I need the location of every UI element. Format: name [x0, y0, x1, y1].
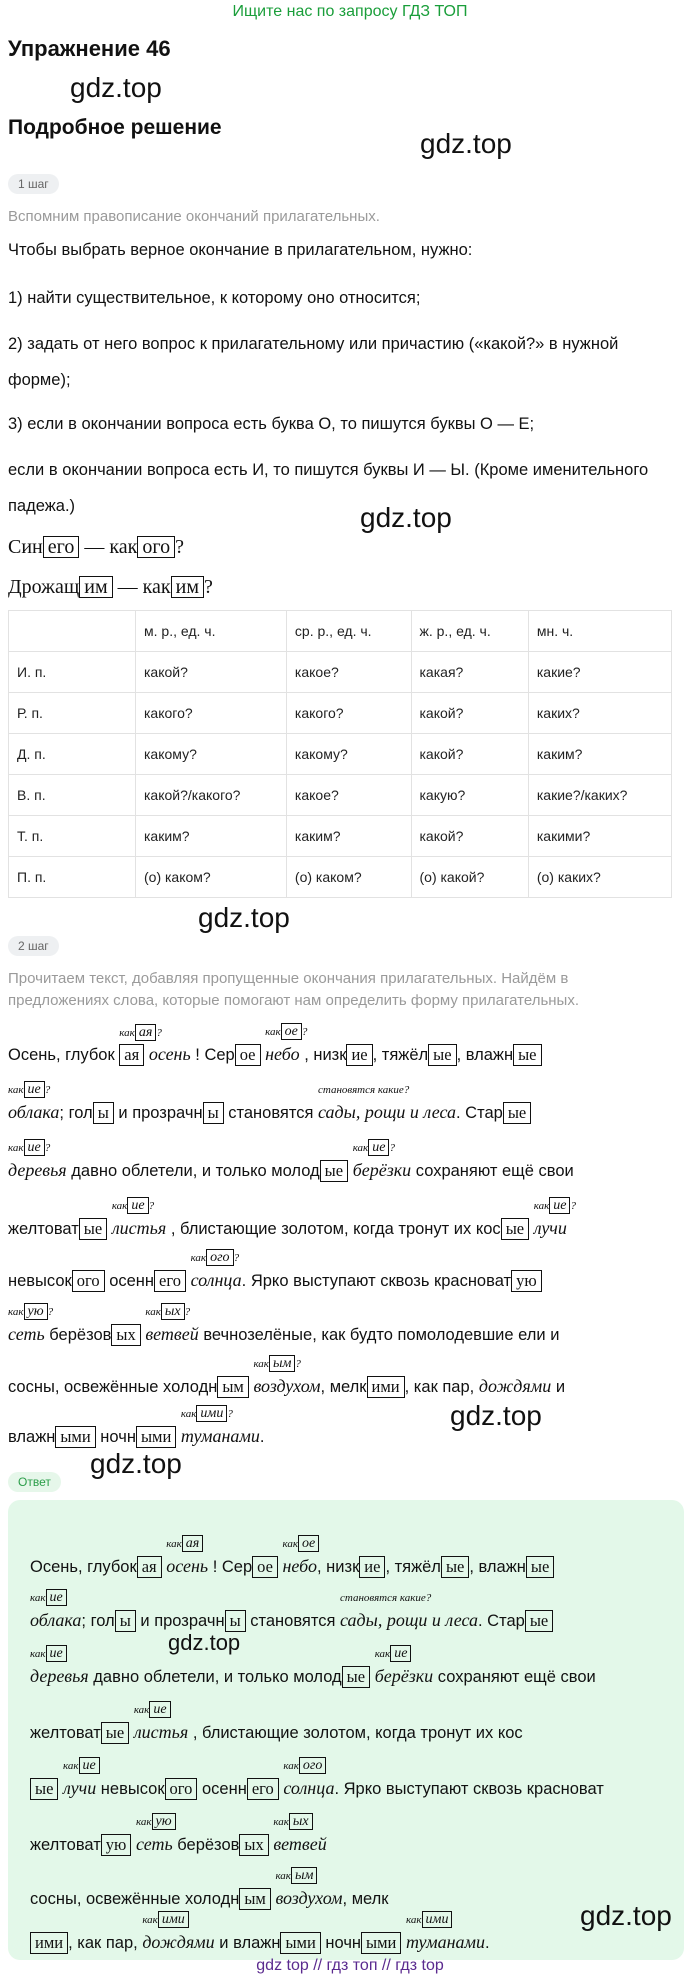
table-cell: каким?: [136, 816, 287, 857]
answer-badge: Ответ: [8, 1472, 61, 1492]
solution-heading: Подробное решение: [8, 116, 222, 139]
table-cell: какими?: [528, 816, 671, 857]
worked-line-7: сосны, освежённые холодн ым как ым ? воздухом, мелк ими , как пар, дождями и: [8, 1356, 566, 1396]
step-2-badge: 2 шаг: [8, 936, 59, 956]
answer-line-2: как ие облака; гол ы и прозрачн ы становятся становятся какие? сады, рощи и леса. Стар ые: [30, 1608, 670, 1633]
table-cell: И. п.: [9, 652, 136, 693]
worked-line-1: Осень, глубок как ая ? ая осень ! Сер ое как ое ? небо , низк ие , тяжёл ые , влажн ые: [8, 1042, 688, 1067]
table-cell: какой?: [411, 816, 528, 857]
table-cell: какие?: [528, 652, 671, 693]
table-cell: какое?: [286, 775, 411, 816]
step-1-badge: 1 шаг: [8, 174, 59, 194]
step-1-note: Вспомним правописание окончаний прилагательных.: [8, 208, 380, 225]
table-cell: Р. п.: [9, 693, 136, 734]
watermark: gdz.top: [70, 72, 162, 103]
table-cell: какие?/каких?: [528, 775, 671, 816]
table-cell: м. р., ед. ч.: [136, 611, 287, 652]
table-cell: П. п.: [9, 857, 136, 898]
table-cell: какому?: [286, 734, 411, 775]
table-cell: (о) каком?: [136, 857, 287, 898]
table-cell: [9, 611, 136, 652]
rule-line-5: если в окончании вопроса есть И, то пишутся буквы И — Ы. (Кроме именительного падежа.): [8, 461, 649, 515]
rule-line-3: 2) задать от него вопрос к прилагательному или причастию («какой?» в нужной форме);: [8, 335, 619, 389]
declension-table: [8, 610, 672, 898]
table-cell: (о) каких?: [528, 857, 671, 898]
watermark: gdz.top: [198, 902, 290, 933]
table-row: [9, 816, 672, 857]
table-cell: какой?: [411, 693, 528, 734]
table-cell: ж. р., ед. ч.: [411, 611, 528, 652]
worked-line-2: как ие ? облака; гол ы и прозрачн ы становятся становятся какие? сады, рощи и леса. Стар ые: [8, 1100, 688, 1125]
answer-line-6: желтоват ую как ую сеть берёзов ых как ых ветвей: [30, 1814, 327, 1854]
watermark: gdz.top: [580, 1900, 672, 1931]
table-cell: какого?: [286, 693, 411, 734]
step-2-note: Прочитаем текст, добавляя пропущенные окончания прилагательных. Найдём в предложениях слова, которые помогают нам определить форму прилагательных.: [8, 970, 579, 1009]
table-cell: Т. п.: [9, 816, 136, 857]
table-header-row: [9, 611, 672, 652]
example-drozhashchim: Дрожащ им — как им ?: [8, 576, 213, 598]
table-cell: какую?: [411, 775, 528, 816]
worked-line-5: невысок ого осенн его как ого ? солнца. Ярко выступают сквозь красноват ую: [8, 1268, 688, 1293]
watermark: gdz.top: [420, 128, 512, 159]
worked-line-3: как ие ? деревья давно облетели, и только молод ые как ие ? берёзки сохраняют ещё свои: [8, 1140, 574, 1180]
watermark: gdz.top: [168, 1630, 241, 1655]
answer-line-8: ими , как пар, как ими дождями и влажн ыми ночн ыми как ими туманами.: [30, 1930, 670, 1955]
watermark: gdz.top: [450, 1400, 542, 1431]
answer-line-5: ые как ие лучи невысок ого осенн его как ого солнца. Ярко выступают сквозь красноват: [30, 1776, 670, 1801]
worked-line-8: влажн ыми ночн ыми как ими ? туманами.: [8, 1406, 265, 1446]
top-banner-link[interactable]: Ищите нас по запросу ГДЗ ТОП: [232, 3, 468, 20]
table-cell: В. п.: [9, 775, 136, 816]
footer-links[interactable]: gdz top // гдз топ // гдз top: [256, 1957, 444, 1974]
table-cell: каких?: [528, 693, 671, 734]
table-cell: ср. р., ед. ч.: [286, 611, 411, 652]
answer-line-4: желтоват ые как ие листья , блистающие золотом, когда тронут их кос: [30, 1702, 523, 1742]
table-row: [9, 734, 672, 775]
table-cell: какая?: [411, 652, 528, 693]
table-cell: каким?: [286, 816, 411, 857]
table-cell: (о) какой?: [411, 857, 528, 898]
table-cell: какой?/какого?: [136, 775, 287, 816]
watermark: gdz.top: [90, 1448, 182, 1479]
table-row: [9, 693, 672, 734]
watermark: gdz.top: [360, 502, 452, 533]
rule-line-2: 1) найти существительное, к которому оно относится;: [8, 289, 421, 307]
worked-line-6: как ую ? сеть берёзов ых как ых ? ветвей вечнозелёные, как будто помолодевшие ели и: [8, 1304, 560, 1344]
table-cell: какой?: [136, 652, 287, 693]
rule-line-1: Чтобы выбрать верное окончание в прилагательном, нужно:: [8, 241, 473, 259]
table-row: [9, 775, 672, 816]
table-row: [9, 652, 672, 693]
rule-line-4: 3) если в окончании вопроса есть буква О, то пишутся буквы О — Е;: [8, 415, 535, 433]
table-cell: какое?: [286, 652, 411, 693]
answer-line-1: Осень, глубок ая как ая осень ! Сер ое как ое небо, низк ие , тяжёл ые , влажн ые: [30, 1554, 670, 1579]
answer-line-3: как ие деревья давно облетели, и только молод ые как ие берёзки сохраняют ещё свои: [30, 1646, 596, 1686]
table-cell: (о) каком?: [286, 857, 411, 898]
table-cell: каким?: [528, 734, 671, 775]
example-sinego: Син его — как ого ?: [8, 536, 184, 558]
table-cell: мн. ч.: [528, 611, 671, 652]
table-cell: какого?: [136, 693, 287, 734]
table-cell: какому?: [136, 734, 287, 775]
page-title: Упражнение 46: [8, 36, 171, 61]
table-cell: Д. п.: [9, 734, 136, 775]
table-cell: какой?: [411, 734, 528, 775]
answer-line-7: сосны, освежённые холодн ым как ым воздухом, мелк: [30, 1868, 389, 1908]
worked-line-4: желтоват ые как ие ? листья , блистающие золотом, когда тронут их кос ые как ие ? лучи: [8, 1198, 576, 1238]
table-row: [9, 857, 672, 898]
